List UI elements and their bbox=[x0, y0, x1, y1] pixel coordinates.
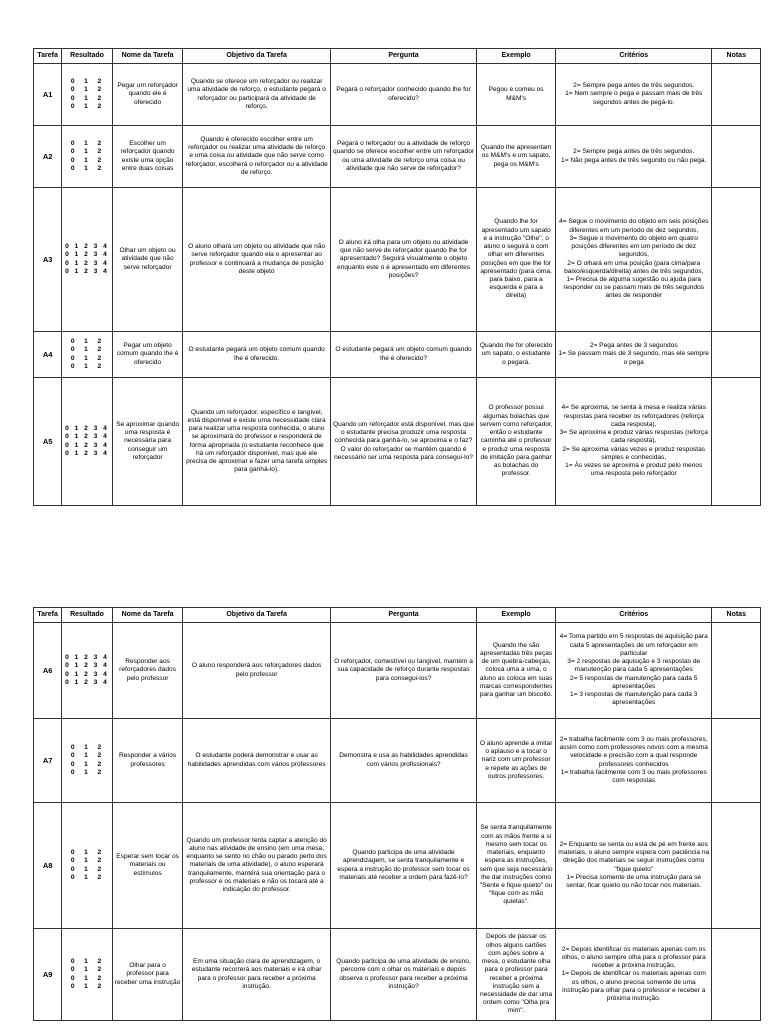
question-cell: O aluno irá olha para um objeto ou atividade que não serve de reforçador quando lhe for apresentado? Seguirá visualmente o objeto enquanto este o é apresentado em diferentes posições? bbox=[330, 188, 476, 332]
criteria-text: 4= Se aproxima, se senta à mesa e realiza várias respostas para receber os reforçadores (reforça cada resposta), 3= Se aproxima e produz várias respostas (reforça cada resposta), 2= Se aproxima várias vezes e produz respostas simples e conhecidas, 1= Às vezes se aproxima e produz pelo menos uma resposta pelo reforçador bbox=[559, 404, 708, 478]
score-scale-line[interactable]: 0 1 2 3 4 bbox=[65, 670, 109, 678]
score-scale-line[interactable]: 0 1 2 bbox=[70, 102, 104, 110]
score-scale-line[interactable]: 0 1 2 bbox=[70, 156, 104, 164]
question-cell: O estudante pegará um objeto comum quando lhe é oferecido? bbox=[330, 332, 476, 378]
notes-cell[interactable] bbox=[712, 332, 761, 378]
score-scale-line[interactable]: 0 1 2 bbox=[70, 362, 104, 370]
table-1-body bbox=[34, 64, 761, 506]
table-2-body bbox=[34, 623, 761, 1021]
table-row bbox=[34, 623, 761, 719]
criteria-cell bbox=[555, 623, 712, 719]
score-scale-line[interactable]: 0 1 2 3 4 bbox=[65, 267, 109, 275]
score-scale-line[interactable]: 0 1 2 3 4 bbox=[65, 662, 109, 670]
task-name-cell: Escolher um reforçador quando existe uma opção entre duas coisas bbox=[112, 126, 183, 188]
score-scale-line[interactable]: 0 1 2 bbox=[70, 338, 104, 346]
header-resultado: Resultado bbox=[62, 49, 112, 64]
task-id-cell: A7 bbox=[34, 719, 62, 803]
score-scale-line[interactable]: 0 1 2 bbox=[70, 982, 104, 990]
criteria-text: 4= Toma partido em 5 respostas de aquisição para cada 5 apresentações de um reforçador em particular 3= 2 respostas de aquisição e 3 respostas de manutenção para cada 5 apresentações 2= 5 respostas de manutenção para cada 5 apresentações 1= 3 respostas de manutenção para cada 3 apresentações bbox=[559, 633, 708, 707]
criteria-cell bbox=[555, 126, 712, 188]
task-id-cell: A2 bbox=[34, 126, 62, 188]
task-objective-cell: O aluno olhará um objeto ou atividade que não serve reforçador quando ela o apresentar ao professor e continuará a mudança de posição deste objeto bbox=[183, 188, 330, 332]
score-scale-line[interactable]: 0 1 2 bbox=[70, 865, 104, 873]
task-id-cell: A4 bbox=[34, 332, 62, 378]
result-scores-cell bbox=[62, 378, 112, 506]
question-cell: Quando um reforçador está disponível, mas que o estudante precisa produzir uma resposta conhecida para ganhá-lo, se aproxima e o faz? O valor do reforçador se mantém quando é necessário ser uma resposta para consegui-lo? bbox=[330, 378, 476, 506]
example-cell: O aluno aprende a imitar o aplauso e a tocar o nariz com um professor e repete as ações de outros professores. bbox=[477, 719, 556, 803]
example-cell: Quando lhe são apresentadas três peças de um quebra-cabeças, coloca uma a uma, o aluno as coloca em suas marcas correspondentes para ganhar um biscoito. bbox=[477, 623, 556, 719]
score-scale-line[interactable]: 0 1 2 bbox=[70, 94, 104, 102]
assessment-table-1 bbox=[33, 48, 761, 506]
task-objective-cell: Quando um reforçador, específico e tangível, está disponível e existe uma necessidade clara para realizar uma resposta conhecida, o aluno se aproximará do professor e responderá de forma apropriada (o estudante reconhece que há um reforçador disponível, mas que ele precisa de aproximar e fazer uma tarefa simples para ganhá-lo). bbox=[183, 378, 330, 506]
result-scores-cell bbox=[62, 803, 112, 929]
score-scale-line[interactable]: 0 1 2 bbox=[70, 849, 104, 857]
criteria-text: 2= Enquanto se senta ou está de pé em frente aos materiais, o aluno sempre espera com paciência na direção dos materiais se seguir instruções como "fique quieto" 1= Precisa somente de uma instrução para se sentar, ficar quieto ou não tocar nos materiais. bbox=[558, 840, 710, 889]
task-objective-cell: O estudante poderá demonstrar e usar as habilidades aprendidas com vários professores bbox=[183, 719, 330, 803]
header-row bbox=[34, 608, 761, 623]
score-scale-line[interactable]: 0 1 2 bbox=[70, 974, 104, 982]
notes-cell[interactable] bbox=[712, 64, 761, 126]
criteria-cell bbox=[555, 332, 712, 378]
result-scores-cell bbox=[62, 929, 112, 1021]
example-cell: Se senta tranquilamente com as mãos frente a si mesmo sem tocar os materiais, enquanto espera as instruções, sem que seja necessário lhe dar instruções como "Sente e fique quieto" ou "fique com as mão quietas". bbox=[477, 803, 556, 929]
task-objective-cell: O estudante pegará um objeto comum quando lhe é oferecido. bbox=[183, 332, 330, 378]
task-id-cell: A6 bbox=[34, 623, 62, 719]
score-scale-line[interactable]: 0 1 2 bbox=[70, 857, 104, 865]
score-scale-line[interactable]: 0 1 2 bbox=[70, 768, 104, 776]
notes-cell[interactable] bbox=[712, 126, 761, 188]
example-cell: Quando lhe for apresentado um sapato e a instrução "Olhe", o aluno o seguirá o com olhar em diferentes posições em que lhe for apresentado (para cima, para baixo, para a esquerda e para a direita) bbox=[477, 188, 556, 332]
score-scale-line[interactable]: 0 1 2 bbox=[70, 744, 104, 752]
criteria-cell bbox=[555, 803, 712, 929]
score-scale-line[interactable]: 0 1 2 bbox=[70, 164, 104, 172]
score-scale-line[interactable]: 0 1 2 3 4 bbox=[65, 243, 109, 251]
criteria-cell bbox=[555, 719, 712, 803]
notes-cell[interactable] bbox=[712, 623, 761, 719]
score-scale-line[interactable]: 0 1 2 bbox=[70, 346, 104, 354]
task-id-cell: A1 bbox=[34, 64, 62, 126]
table-row bbox=[34, 126, 761, 188]
task-name-cell: Se aproximar quando uma resposta é necessária para conseguir um reforçador bbox=[112, 378, 183, 506]
table-row bbox=[34, 332, 761, 378]
criteria-cell bbox=[555, 378, 712, 506]
criteria-text: 2= trabalha facilmente com 3 ou mais professores, assim como com professores novos com a mesma velocidade e precisão com a qual responde professores conhecidos 1= trabalha facilmente com 3 ou mais professores com respostas bbox=[559, 735, 708, 784]
header-notas: Notas bbox=[712, 608, 761, 623]
result-scores-cell bbox=[62, 126, 112, 188]
score-scale-line[interactable]: 0 1 2 bbox=[70, 78, 104, 86]
result-scores-cell bbox=[62, 719, 112, 803]
example-cell: Quando lhe apresentam os M&M's e um sapato, pega os M&M's bbox=[477, 126, 556, 188]
score-scale-line[interactable]: 0 1 2 bbox=[70, 148, 104, 156]
example-cell: Pegou e comeu os M&M's bbox=[477, 64, 556, 126]
header-criterios: Critérios bbox=[555, 49, 712, 64]
task-objective-cell: Em uma situação clara de aprendizagem, o estudante recorrerá aos materiais e irá olhar para o professor para receber a próxima instrução. bbox=[183, 929, 330, 1021]
example-cell: Quando lhe for oferecido um sapato, o estudante o pegará. bbox=[477, 332, 556, 378]
task-id-cell: A9 bbox=[34, 929, 62, 1021]
score-scale-line[interactable]: 0 1 2 3 4 bbox=[65, 678, 109, 686]
task-name-cell: Esperar sem tocar os materiais ou estímulos bbox=[112, 803, 183, 929]
header-nome-da-tarefa: Nome da Tarefa bbox=[112, 608, 183, 623]
question-cell: Pegará o reforçador conhecido quando lhe for oferecido? bbox=[330, 64, 476, 126]
score-scale-line[interactable]: 0 1 2 3 4 bbox=[65, 259, 109, 267]
score-scale-line[interactable]: 0 1 2 bbox=[70, 86, 104, 94]
header-objetivo-da-tarefa: Objetivo da Tarefa bbox=[183, 608, 330, 623]
example-cell: O professor possui algumas bolachas que servem como reforçador, então o estudante caminha até o professor e produz uma resposta de imitação para ganhar as bolachas do professor. bbox=[477, 378, 556, 506]
header-resultado: Resultado bbox=[62, 608, 112, 623]
result-scores-cell bbox=[62, 623, 112, 719]
task-name-cell: Pegar um reforçador quando ele é oferecido bbox=[112, 64, 183, 126]
criteria-cell bbox=[555, 929, 712, 1021]
score-scale-line[interactable]: 0 1 2 3 4 bbox=[65, 654, 109, 662]
table-row bbox=[34, 929, 761, 1021]
task-id-cell: A5 bbox=[34, 378, 62, 506]
assessment-table-2 bbox=[33, 607, 761, 1021]
score-scale-line[interactable]: 0 1 2 3 4 bbox=[65, 449, 109, 457]
header-objetivo-da-tarefa: Objetivo da Tarefa bbox=[183, 49, 330, 64]
question-cell: Demonstra e usa as habilidades aprendidas com vários profissionais? bbox=[330, 719, 476, 803]
table-row bbox=[34, 803, 761, 929]
page-top-margin bbox=[0, 0, 768, 40]
score-scale-line[interactable]: 0 1 2 bbox=[70, 966, 104, 974]
header-tarefa: Tarefa bbox=[34, 608, 62, 623]
score-scale-line[interactable]: 0 1 2 3 4 bbox=[65, 425, 109, 433]
task-name-cell: Olhar um objeto ou atividade que não serve reforçador bbox=[112, 188, 183, 332]
task-objective-cell: Quando se oferece um reforçador ou realizar uma atividade de reforço, o estudante pegará o reforçador ou participará da atividade de reforço. bbox=[183, 64, 330, 126]
task-name-cell: Pegar um objeto comum quando lhe é oferecido bbox=[112, 332, 183, 378]
score-scale-line[interactable]: 0 1 2 bbox=[70, 873, 104, 881]
result-scores-cell bbox=[62, 64, 112, 126]
task-objective-cell: O aluno responderá aos reforçadores dados pelo professor bbox=[183, 623, 330, 719]
table-row bbox=[34, 719, 761, 803]
header-notas: Notas bbox=[712, 49, 761, 64]
score-scale-line[interactable]: 0 1 2 3 4 bbox=[65, 251, 109, 259]
notes-cell[interactable] bbox=[712, 188, 761, 332]
notes-cell[interactable] bbox=[712, 803, 761, 929]
score-scale-line[interactable]: 0 1 2 bbox=[70, 140, 104, 148]
question-cell: Quando participa de uma atividade aprendizagem, se senta tranquilamente e espera a instrução do professor sem tocar os materiais até receber a ordem para fazê-lo? bbox=[330, 803, 476, 929]
result-scores-cell bbox=[62, 332, 112, 378]
header-pergunta: Pergunta bbox=[330, 49, 476, 64]
criteria-cell bbox=[555, 188, 712, 332]
task-name-cell: Olhar para o professor para receber uma instrução bbox=[112, 929, 183, 1021]
score-scale-line[interactable]: 0 1 2 bbox=[70, 760, 104, 768]
notes-cell[interactable] bbox=[712, 378, 761, 506]
task-name-cell: Responder aos reforçadores dados pelo professor bbox=[112, 623, 183, 719]
task-id-cell: A8 bbox=[34, 803, 62, 929]
question-cell: O reforçador, comestível ou tangível, mantém a sua capacidade de reforço durante respostas para consegui-los? bbox=[330, 623, 476, 719]
table-row bbox=[34, 378, 761, 506]
task-id-cell: A3 bbox=[34, 188, 62, 332]
header-exemplo: Exemplo bbox=[477, 608, 556, 623]
criteria-text: 2= Sempre pega antes de três segundos. 1= Não pega antes de três segundo ou não pega. bbox=[561, 148, 707, 164]
example-cell: Depois de passar os olhos alguns cartões com ações sobre a mesa, o estudante olha para o professor para receber a próxima instrução sem a necessidade de dar uma ordem como "Olha pra mim". bbox=[477, 929, 556, 1021]
header-tarefa: Tarefa bbox=[34, 49, 62, 64]
score-scale-line[interactable]: 0 1 2 3 4 bbox=[65, 441, 109, 449]
table-row bbox=[34, 188, 761, 332]
notes-cell[interactable] bbox=[712, 929, 761, 1021]
table-row bbox=[34, 64, 761, 126]
task-objective-cell: Quando um professor tenta captar a atenção do aluno nas atividade de ensino (em uma mesa, enquanto se sento no chão ou parado perto dos materiais de uma atividade), o aluno esperará tranquilamente, mantérá sua orientação para o professor e os materiais e não os tocará até a indicação do professor. bbox=[183, 803, 330, 929]
score-scale-line[interactable]: 0 1 2 bbox=[70, 354, 104, 362]
criteria-cell bbox=[555, 64, 712, 126]
question-cell: Quando participa de uma atividade de ensino, percorre com o olhar os materiais e depois observa o professor para receber a próxima instrução? bbox=[330, 929, 476, 1021]
score-scale-line[interactable]: 0 1 2 3 4 bbox=[65, 433, 109, 441]
score-scale-line[interactable]: 0 1 2 bbox=[70, 752, 104, 760]
criteria-text: 2= Depois identificar os materiais apenas com os olhos, o aluno sempre olha para o professor para receber a próxima instrução, 1= Depois de identificar os materiais apenas com os olhos, o aluno precisa somente de uma instrução para olhar para o professor e receber a próxima instrução. bbox=[561, 945, 706, 1003]
header-row bbox=[34, 49, 761, 64]
page-break-gap bbox=[0, 510, 768, 606]
question-cell: Pegará o reforçador ou a atividade de reforço quando se oferece escolher entre um reforçador ou uma atividade de reforço uma coisa ou atividade que não serve de reforçador? bbox=[330, 126, 476, 188]
result-scores-cell bbox=[62, 188, 112, 332]
task-name-cell: Responder a vários professores bbox=[112, 719, 183, 803]
header-pergunta: Pergunta bbox=[330, 608, 476, 623]
criteria-text: 4= Segue o movimento do objeto em seis posições diferentes em um período de dez segundos, 3= Segue o movimento do objeto em quatro posições diferentes em um período de dez segundos, 2= O olhará em uma posição (para cima/para baixo/esquerda/direita) antes de três segundos, 1= Precisa de alguma sugestão ou ajuda para responder ou se passam mais de três segundos antes de responder bbox=[559, 218, 709, 300]
criteria-text: 2= Pega antes de 3 segundos 1= Se passam mais de 3 segundo, mas ele sempre o pega bbox=[558, 342, 709, 366]
header-criterios: Critérios bbox=[555, 608, 712, 623]
header-nome-da-tarefa: Nome da Tarefa bbox=[112, 49, 183, 64]
notes-cell[interactable] bbox=[712, 719, 761, 803]
task-objective-cell: Quando é oferecido escolher entre um reforçador ou realizar uma atividade de reforço e uma coisa ou atividade que não serve como reforçador, escolherá o reforçador ou a atividade de reforço. bbox=[183, 126, 330, 188]
header-exemplo: Exemplo bbox=[477, 49, 556, 64]
criteria-text: 2= Sempre pega antes de três segundos. 1= Nem sempre o pega e passam mais de três segundos antes de pegá-lo. bbox=[565, 82, 703, 106]
score-scale-line[interactable]: 0 1 2 bbox=[70, 958, 104, 966]
